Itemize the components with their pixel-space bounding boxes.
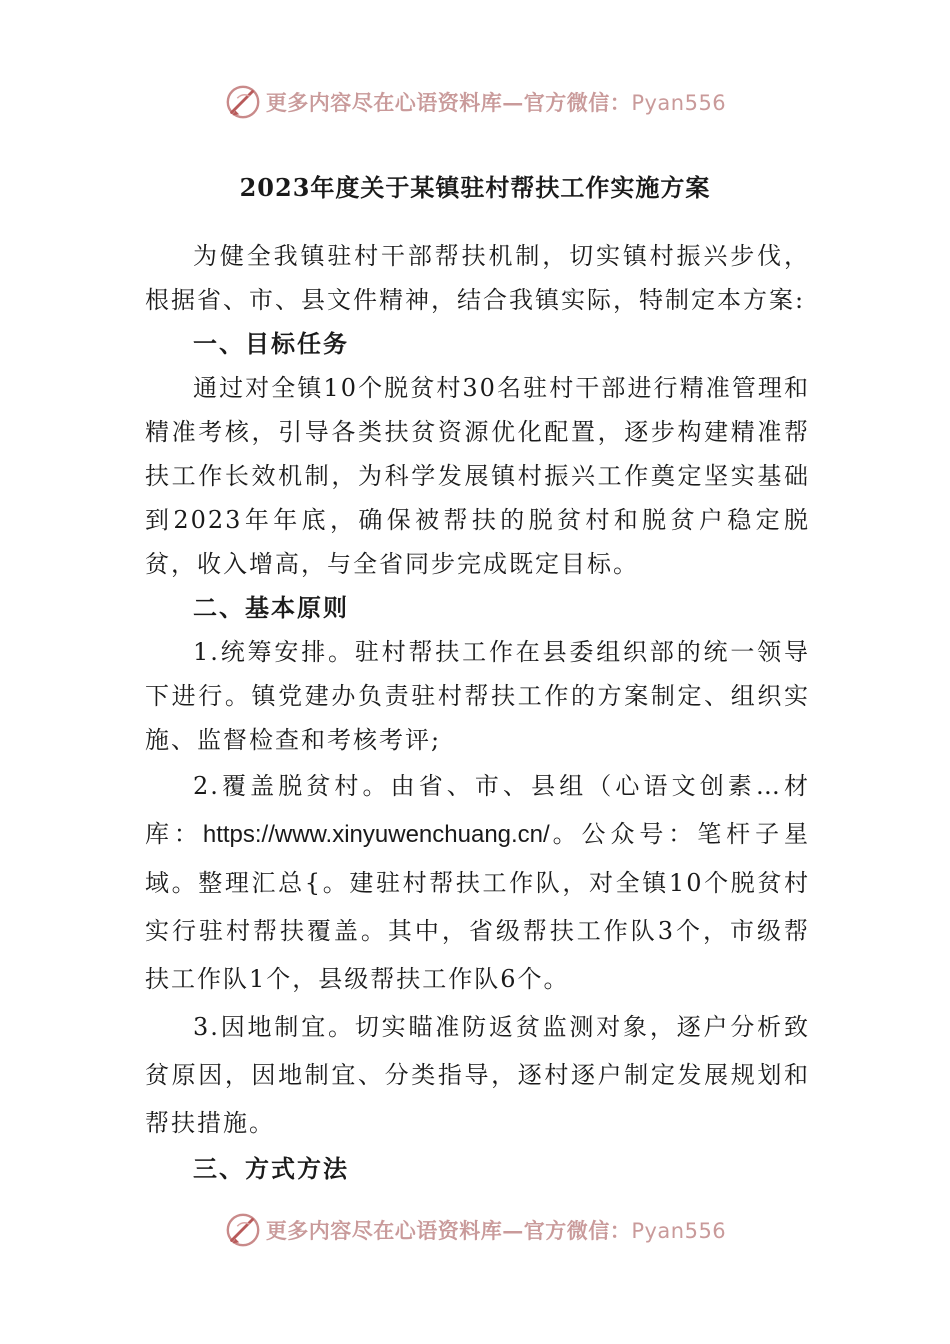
header-watermark-banner [0, 80, 950, 124]
item2-text-end: 。公众号：笔杆子星域。整理汇总{。建驻村帮扶工作队，对全镇10个脱贫村实行驻村帮扶覆盖。其中，省级帮扶工作队3个，市级帮扶工作队1个，县级帮扶工作队6个。 [145, 820, 810, 993]
goals-paragraph: 通过对全镇10个脱贫村30名驻村干部进行精准管理和精准考核，引导各类扶贫资源优化配置，逐步构建精准帮扶工作长效机制，为科学发展镇村振兴工作奠定坚实基础到2023年年底，确保被帮扶的脱贫村和脱贫户稳定脱贫，收入增高，与全省同步完成既定目标。 [145, 374, 810, 578]
section-heading-methods: 三、方式方法 [193, 1154, 349, 1183]
banner-text: 更多内容尽在心语资料库—官方微信：Pyan556 [265, 90, 727, 115]
principle-item-2 [145, 762, 810, 1003]
source-url-text: https://www.xinyuwenchuang.cn/ [202, 821, 550, 848]
document-title: 2023年度关于某镇驻村帮扶工作实施方案 [239, 173, 711, 202]
section-heading-goals: 一、目标任务 [193, 329, 349, 358]
footer-watermark-banner [0, 1208, 950, 1252]
item2-text-start: 2.覆盖脱贫村。由省、市、县组（心语文创素…材库： [145, 772, 810, 848]
principle-item-3: 3.因地制宜。切实瞄准防返贫监测对象，逐户分析致贫原因，因地制宜、分类指导，逐村逐户制定发展规划和帮扶措施。 [145, 1013, 810, 1137]
principle-item-1: 1.统筹安排。驻村帮扶工作在县委组织部的统一领导下进行。镇党建办负责驻村帮扶工作的方案制定、组织实施、监督检查和考核考评; [145, 638, 810, 754]
banner-text: 更多内容尽在心语资料库—官方微信：Pyan556 [265, 1218, 727, 1243]
pen-logo-icon [224, 1211, 262, 1249]
pen-logo-icon [224, 83, 262, 121]
section-heading-principles: 二、基本原则 [193, 593, 349, 622]
intro-paragraph: 为健全我镇驻村干部帮扶机制，切实镇村振兴步伐，根据省、市、县文件精神，结合我镇实际，特制定本方案: [145, 242, 810, 314]
document-body [145, 234, 810, 1191]
